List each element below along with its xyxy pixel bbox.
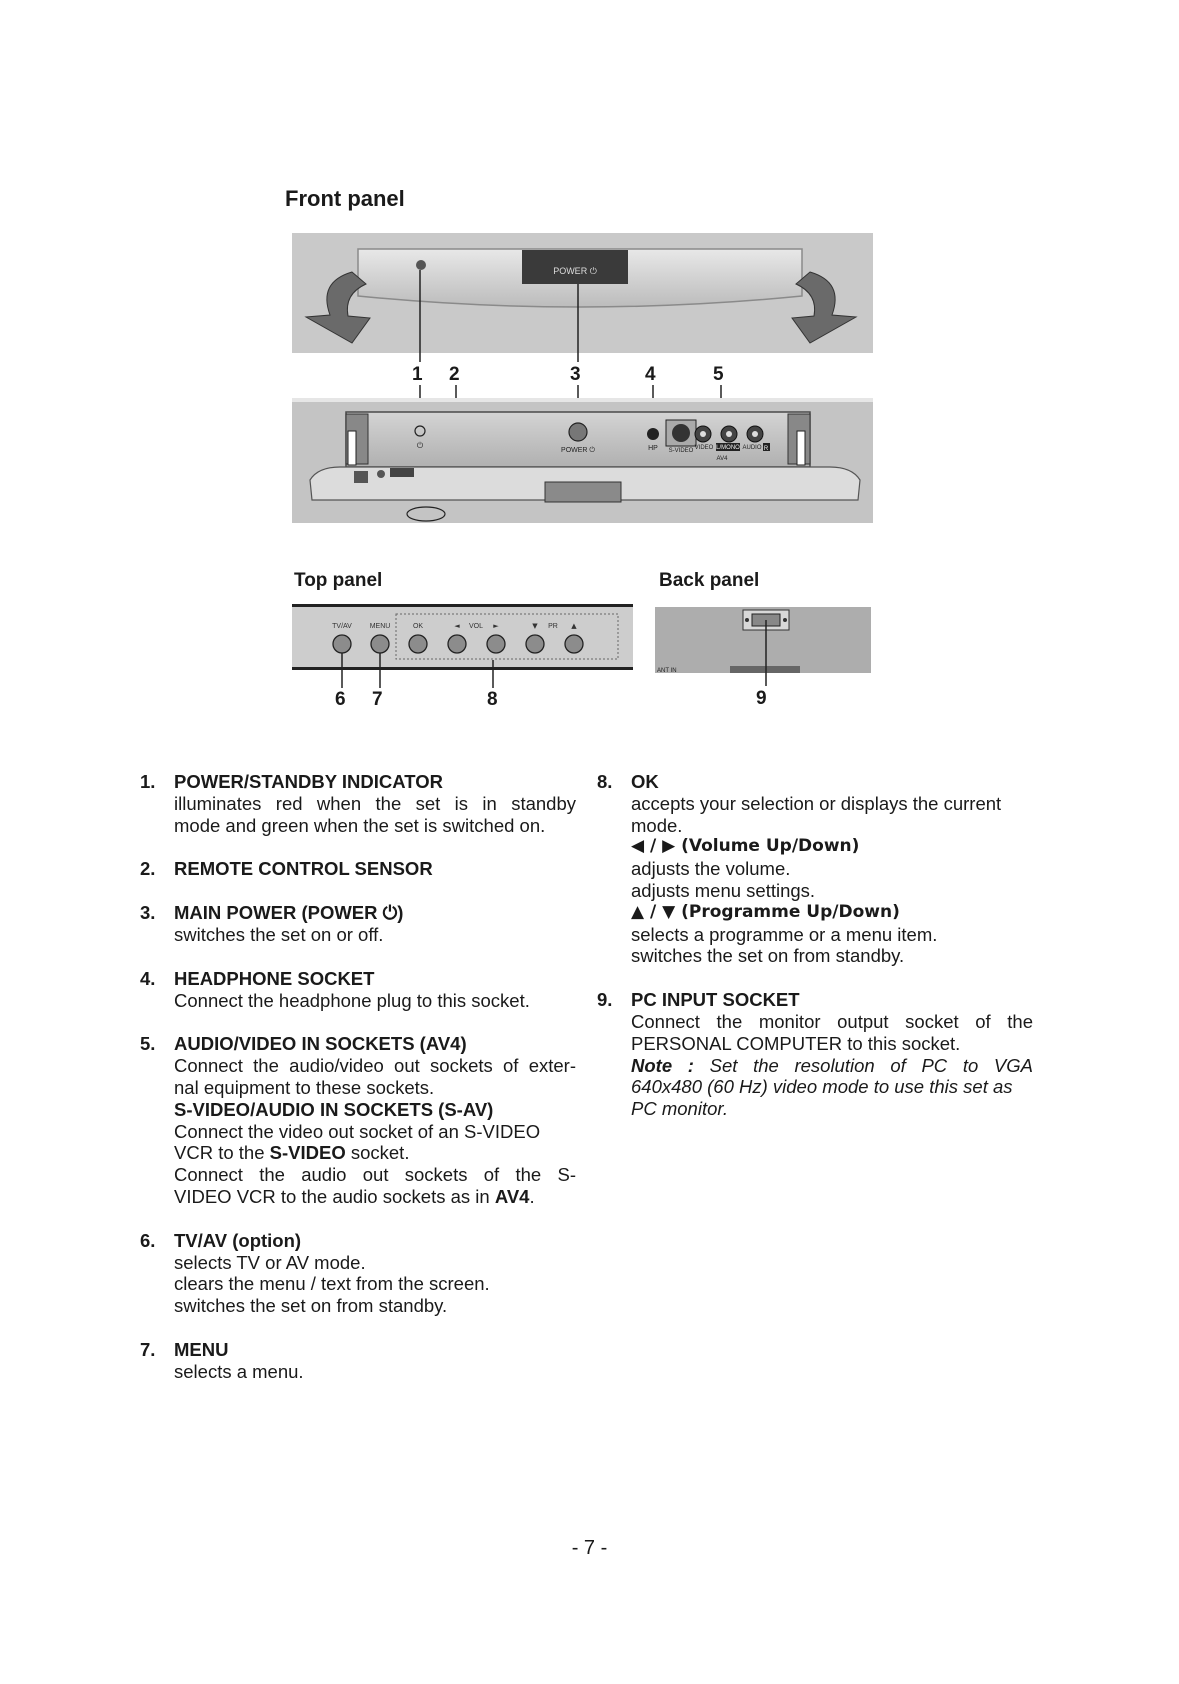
svg-text:►: ► bbox=[493, 622, 499, 630]
svg-text:▼: ▼ bbox=[532, 622, 538, 630]
svg-text:OK: OK bbox=[412, 623, 424, 630]
callout-5: 5 bbox=[713, 364, 724, 385]
pr-up-button bbox=[565, 635, 583, 653]
page-number: - 7 - bbox=[571, 1537, 608, 1559]
item-7: 7. MENU selects a menu. bbox=[140, 1338, 304, 1382]
svg-text:PR: PR bbox=[548, 623, 558, 630]
callout-7: 7 bbox=[372, 689, 383, 710]
back-panel-title: Back panel bbox=[659, 570, 760, 591]
callout-8: 8 bbox=[487, 689, 498, 710]
svg-text:▲: ▲ bbox=[571, 622, 577, 630]
svg-text:ANT IN: ANT IN bbox=[657, 668, 677, 674]
svg-text:MENU: MENU bbox=[369, 623, 391, 630]
svg-text:S-VIDEO: S-VIDEO bbox=[668, 448, 694, 454]
item-3: 3. MAIN POWER (POWER ⏻) switches the set on or off. bbox=[140, 902, 404, 945]
standby-symbol-icon: ⏻ bbox=[416, 441, 424, 450]
item-2: 2. REMOTE CONTROL SENSOR bbox=[140, 858, 433, 880]
top-panel-illustration bbox=[0, 0, 1179, 720]
callout-1: 1 bbox=[412, 364, 423, 385]
callout-6: 6 bbox=[335, 689, 346, 710]
item-1: 1. POWER/STANDBY INDICATOR illuminates red when the set is in standby mode and green when the set is switched on. bbox=[140, 771, 576, 836]
right-column bbox=[597, 771, 1033, 1142]
left-column bbox=[140, 771, 576, 1405]
tvav-button bbox=[333, 635, 351, 653]
callout-9: 9 bbox=[756, 688, 767, 709]
vol-down-button bbox=[448, 635, 466, 653]
svg-text:POWER ⏻: POWER ⏻ bbox=[561, 447, 595, 454]
item-4: 4. HEADPHONE SOCKET Connect the headphone plug to this socket. bbox=[140, 967, 530, 1011]
menu-button bbox=[371, 635, 389, 653]
ok-button bbox=[409, 635, 427, 653]
item-8: 8. OK accepts your selection or displays the current mode. ◀ / ▶ (Volume Up/Down) adjusts the volume. adjusts menu settings. ▲ / ▼ (Programme Up/Down) selects a programme or a menu item. switches the set on from standby. bbox=[597, 771, 1002, 967]
svg-text:◄: ◄ bbox=[454, 622, 460, 630]
power-plate-text: POWER ⏻ bbox=[553, 266, 597, 276]
svg-text:VIDEO: VIDEO bbox=[694, 445, 714, 451]
svg-text:AUDIO: AUDIO bbox=[742, 445, 762, 451]
item-5: 5. AUDIO/VIDEO IN SOCKETS (AV4) Connect the audio/video out sockets of exter- nal equipment to these sockets. S-VIDEO/AUDIO IN SOCKETS (S-AV) Connect the video out socket of an S-VIDEO VCR to the S-VIDEO socket. Connect the audio out sockets of the S- VIDEO VCR to the audio sockets as in AV4. bbox=[140, 1033, 576, 1207]
svg-text:R: R bbox=[763, 446, 769, 452]
svg-text:HP: HP bbox=[648, 445, 658, 452]
svg-text:L/MONO: L/MONO bbox=[716, 445, 740, 451]
svg-text:VOL: VOL bbox=[468, 623, 484, 630]
callout-3: 3 bbox=[570, 364, 581, 385]
item-9: 9. PC INPUT SOCKET Connect the monitor output socket of the PERSONAL COMPUTER to this socket. Note : Set the resolution of PC to VGA 640x480 (60 Hz) video mode to use this set as PC monitor. bbox=[597, 989, 1033, 1120]
callout-4: 4 bbox=[645, 364, 656, 385]
svg-text:AV4: AV4 bbox=[716, 456, 728, 462]
pr-down-button bbox=[526, 635, 544, 653]
svg-text:TV/AV: TV/AV bbox=[332, 623, 352, 630]
top-panel-title: Top panel bbox=[294, 570, 383, 591]
front-panel-title: Front panel bbox=[285, 186, 405, 211]
callout-2: 2 bbox=[449, 364, 460, 385]
vol-up-button bbox=[487, 635, 505, 653]
item-6: 6. TV/AV (option) selects TV or AV mode. clears the menu / text from the screen. switches the set on from standby. bbox=[140, 1229, 490, 1317]
